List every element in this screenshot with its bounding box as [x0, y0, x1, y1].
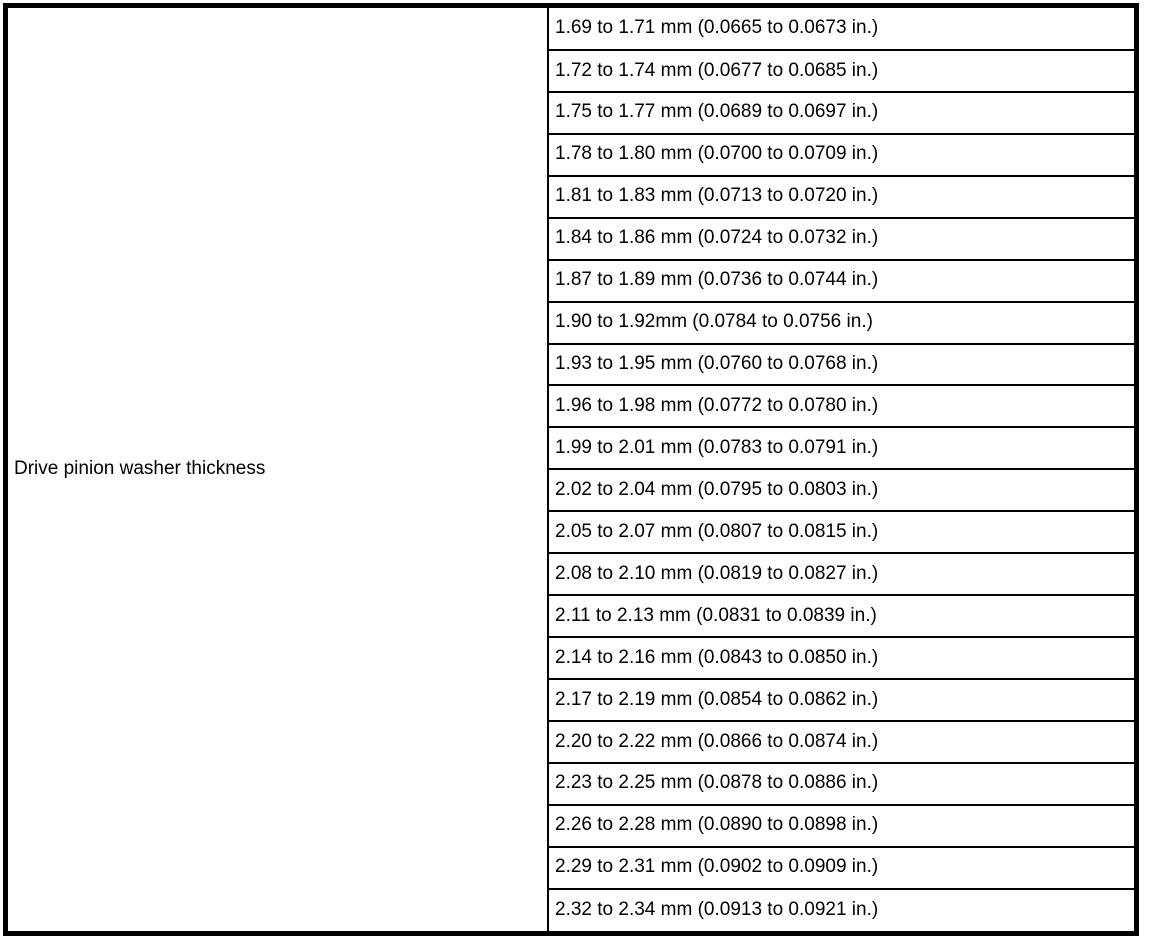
- thickness-value: 2.02 to 2.04 mm (0.0795 to 0.0803 in.): [548, 469, 1137, 511]
- thickness-value: 1.72 to 1.74 mm (0.0677 to 0.0685 in.): [548, 50, 1137, 92]
- drive-pinion-washer-thickness-table: [3, 3, 1139, 936]
- thickness-value: 1.87 to 1.89 mm (0.0736 to 0.0744 in.): [548, 260, 1137, 302]
- thickness-value: 2.05 to 2.07 mm (0.0807 to 0.0815 in.): [548, 511, 1137, 553]
- thickness-value: 2.20 to 2.22 mm (0.0866 to 0.0874 in.): [548, 721, 1137, 763]
- thickness-value: 2.29 to 2.31 mm (0.0902 to 0.0909 in.): [548, 847, 1137, 889]
- thickness-value: 2.17 to 2.19 mm (0.0854 to 0.0862 in.): [548, 679, 1137, 721]
- thickness-value: 1.69 to 1.71 mm (0.0665 to 0.0673 in.): [548, 6, 1137, 50]
- thickness-value: 2.08 to 2.10 mm (0.0819 to 0.0827 in.): [548, 553, 1137, 595]
- thickness-value: 1.84 to 1.86 mm (0.0724 to 0.0732 in.): [548, 218, 1137, 260]
- thickness-value: 1.81 to 1.83 mm (0.0713 to 0.0720 in.): [548, 176, 1137, 218]
- thickness-value: 1.78 to 1.80 mm (0.0700 to 0.0709 in.): [548, 134, 1137, 176]
- thickness-value: 2.26 to 2.28 mm (0.0890 to 0.0898 in.): [548, 805, 1137, 847]
- thickness-value: 2.11 to 2.13 mm (0.0831 to 0.0839 in.): [548, 595, 1137, 637]
- thickness-value: 1.93 to 1.95 mm (0.0760 to 0.0768 in.): [548, 344, 1137, 386]
- row-label: Drive pinion washer thickness: [6, 6, 549, 934]
- thickness-value: 1.75 to 1.77 mm (0.0689 to 0.0697 in.): [548, 92, 1137, 134]
- table-row: [6, 6, 1137, 50]
- thickness-value: 1.99 to 2.01 mm (0.0783 to 0.0791 in.): [548, 427, 1137, 469]
- thickness-value: 1.90 to 1.92mm (0.0784 to 0.0756 in.): [548, 302, 1137, 344]
- thickness-value: 2.32 to 2.34 mm (0.0913 to 0.0921 in.): [548, 889, 1137, 934]
- thickness-value: 1.96 to 1.98 mm (0.0772 to 0.0780 in.): [548, 385, 1137, 427]
- thickness-value: 2.23 to 2.25 mm (0.0878 to 0.0886 in.): [548, 763, 1137, 805]
- thickness-value: 2.14 to 2.16 mm (0.0843 to 0.0850 in.): [548, 637, 1137, 679]
